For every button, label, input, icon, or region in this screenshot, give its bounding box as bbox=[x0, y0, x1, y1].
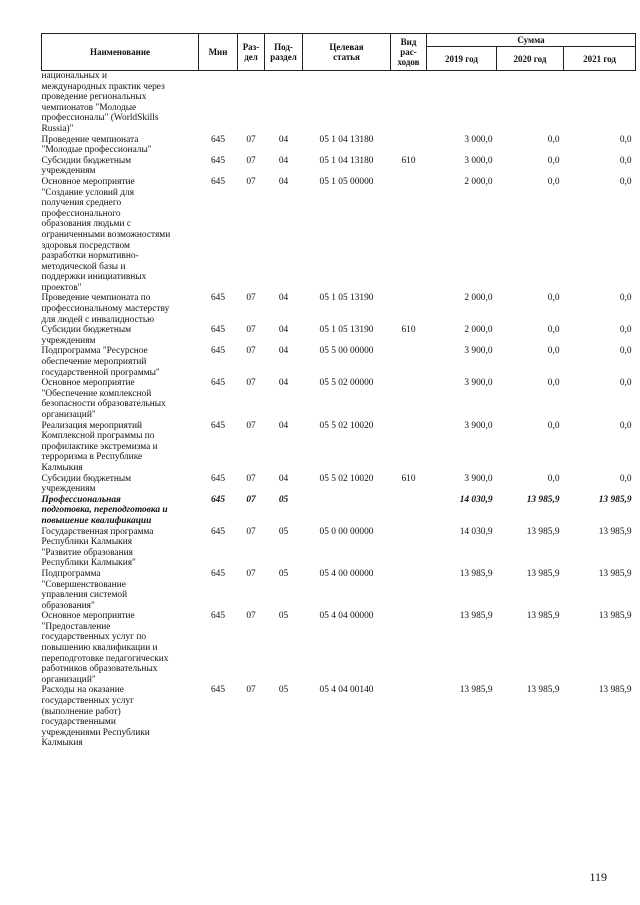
cell-sum-2020: 13 985,9 bbox=[526, 494, 560, 505]
cell-vid: 610 bbox=[401, 155, 416, 166]
cell-celevaya: 05 5 02 00000 bbox=[319, 378, 374, 389]
table-row bbox=[42, 527, 636, 569]
table-row bbox=[42, 346, 636, 378]
cell-min: 645 bbox=[210, 325, 226, 336]
table-row bbox=[42, 378, 636, 420]
cell-vid bbox=[391, 378, 427, 420]
cell-celevaya: 05 1 04 13180 bbox=[319, 134, 374, 145]
cell-name: Расходы на оказание государственных услуг (выполнение работ) государственными учреждениями Республики Калмыкия bbox=[41, 685, 150, 749]
cell-name: Проведение чемпионата по профессиональному мастерству для людей с инвалидностью bbox=[41, 293, 170, 325]
cell-sum-2019: 2 000,0 bbox=[464, 293, 493, 304]
table-row bbox=[42, 685, 636, 749]
table-row bbox=[42, 135, 636, 156]
cell-celevaya bbox=[303, 71, 391, 135]
cell-vid bbox=[391, 685, 427, 749]
header-razdel: Раз- дел bbox=[238, 34, 265, 71]
cell-name: Основное мероприятие "Создание условий для получения среднего профессионального образования людьми с ограниченными возможностями здоровья посредством разработки нормативно- методической базы и поддержки инициативных проектов" bbox=[41, 176, 171, 293]
cell-sum-2020 bbox=[497, 71, 564, 135]
cell-celevaya: 05 0 00 00000 bbox=[319, 526, 374, 537]
cell-razdel: 07 bbox=[246, 568, 256, 579]
table-row bbox=[42, 293, 636, 325]
cell-sum-2021: 13 985,9 bbox=[598, 494, 632, 505]
cell-sum-2019: 3 000,0 bbox=[464, 134, 493, 145]
cell-podrazdel: 05 bbox=[278, 494, 289, 505]
cell-razdel: 07 bbox=[246, 293, 256, 304]
table-row bbox=[42, 474, 636, 495]
header-celevaya: Целевая статья bbox=[303, 34, 391, 71]
cell-sum-2021: 0,0 bbox=[619, 325, 632, 336]
cell-sum-2021: 13 985,9 bbox=[598, 611, 632, 622]
cell-sum-2020: 13 985,9 bbox=[526, 568, 560, 579]
cell-razdel: 07 bbox=[246, 176, 256, 187]
cell-celevaya bbox=[303, 495, 391, 527]
cell-min: 645 bbox=[210, 420, 226, 431]
cell-min: 645 bbox=[210, 378, 226, 389]
cell-sum-2020: 13 985,9 bbox=[526, 526, 560, 537]
cell-name: Подпрограмма "Совершенствование управления системой образования" bbox=[41, 568, 128, 611]
cell-podrazdel: 04 bbox=[278, 176, 289, 187]
cell-name: Проведение чемпионата "Молодые профессионалы" bbox=[41, 134, 152, 156]
cell-sum-2020: 13 985,9 bbox=[526, 685, 560, 696]
cell-sum-2021: 0,0 bbox=[619, 155, 632, 166]
table-header bbox=[42, 34, 636, 71]
cell-min: 645 bbox=[210, 134, 226, 145]
cell-vid bbox=[391, 495, 427, 527]
cell-podrazdel: 04 bbox=[278, 134, 289, 145]
cell-sum-2020: 0,0 bbox=[547, 176, 560, 187]
cell-podrazdel: 04 bbox=[278, 378, 289, 389]
cell-sum-2020: 0,0 bbox=[547, 346, 560, 357]
cell-podrazdel: 04 bbox=[278, 155, 289, 166]
cell-sum-2019: 13 985,9 bbox=[459, 568, 493, 579]
cell-sum-2019: 3 000,0 bbox=[464, 155, 493, 166]
cell-min: 645 bbox=[210, 494, 226, 505]
cell-celevaya: 05 4 04 00000 bbox=[319, 611, 374, 622]
table-row bbox=[42, 611, 636, 685]
table-row bbox=[42, 421, 636, 474]
cell-sum-2020: 0,0 bbox=[547, 155, 560, 166]
table-row bbox=[42, 495, 636, 527]
table-body bbox=[42, 71, 636, 750]
cell-vid bbox=[391, 293, 427, 325]
cell-vid: 610 bbox=[401, 325, 416, 336]
cell-sum-2019: 3 900,0 bbox=[464, 420, 493, 431]
cell-sum-2021 bbox=[564, 71, 636, 135]
cell-min: 645 bbox=[210, 473, 226, 484]
cell-celevaya: 05 5 00 00000 bbox=[319, 346, 374, 357]
table-row bbox=[42, 177, 636, 294]
cell-celevaya: 05 1 05 13190 bbox=[319, 325, 374, 336]
cell-sum-2021: 0,0 bbox=[619, 420, 632, 431]
table-row bbox=[42, 325, 636, 346]
cell-sum-2021: 0,0 bbox=[619, 473, 632, 484]
cell-sum-2019: 13 985,9 bbox=[459, 611, 493, 622]
cell-podrazdel: 04 bbox=[278, 346, 289, 357]
cell-sum-2019: 14 030,9 bbox=[459, 526, 493, 537]
header-summa: Сумма bbox=[427, 34, 636, 47]
cell-podrazdel: 04 bbox=[278, 293, 289, 304]
header-name: Наименование bbox=[42, 34, 199, 71]
cell-name: Основное мероприятие "Предоставление государственных услуг по повышению квалификации и переподготовке педагогических работников образовательных организаций" bbox=[41, 611, 169, 685]
header-2020: 2020 год bbox=[497, 47, 564, 71]
cell-celevaya: 05 5 02 10020 bbox=[319, 473, 374, 484]
cell-razdel: 07 bbox=[246, 494, 256, 505]
cell-razdel: 07 bbox=[246, 346, 256, 357]
cell-sum-2021: 13 985,9 bbox=[598, 685, 632, 696]
cell-sum-2019: 3 900,0 bbox=[464, 378, 493, 389]
cell-celevaya: 05 4 04 00140 bbox=[319, 685, 374, 696]
cell-razdel: 07 bbox=[246, 526, 256, 537]
cell-sum-2021: 0,0 bbox=[619, 176, 632, 187]
cell-razdel: 07 bbox=[246, 325, 256, 336]
cell-vid bbox=[391, 421, 427, 474]
cell-sum-2021: 0,0 bbox=[619, 134, 632, 145]
cell-name: Государственная программа Республики Калмыкия "Развитие образования Республики Калмыкия" bbox=[41, 526, 154, 569]
table-row bbox=[42, 71, 636, 135]
cell-podrazdel: 05 bbox=[278, 611, 289, 622]
cell-sum-2020: 0,0 bbox=[547, 293, 560, 304]
table-row bbox=[42, 569, 636, 611]
cell-sum-2019: 14 030,9 bbox=[459, 494, 493, 505]
header-podrazdel: Под- раздел bbox=[265, 34, 303, 71]
cell-min bbox=[199, 71, 238, 135]
cell-celevaya: 05 1 05 00000 bbox=[319, 176, 374, 187]
cell-name: Субсидии бюджетным учреждениям bbox=[41, 473, 132, 495]
cell-min: 645 bbox=[210, 611, 226, 622]
cell-razdel bbox=[238, 71, 265, 135]
cell-podrazdel: 04 bbox=[278, 325, 289, 336]
cell-sum-2019: 13 985,9 bbox=[459, 685, 493, 696]
cell-podrazdel: 04 bbox=[278, 420, 289, 431]
cell-sum-2020: 0,0 bbox=[547, 378, 560, 389]
cell-razdel: 07 bbox=[246, 611, 256, 622]
cell-name: Профессиональная подготовка, переподготовка и повышение квалификации bbox=[41, 494, 168, 526]
cell-min: 645 bbox=[210, 526, 226, 537]
cell-sum-2020: 0,0 bbox=[547, 134, 560, 145]
cell-name: Субсидии бюджетным учреждениям bbox=[41, 155, 132, 177]
cell-podrazdel: 04 bbox=[278, 473, 289, 484]
cell-sum-2021: 0,0 bbox=[619, 378, 632, 389]
cell-min: 645 bbox=[210, 346, 226, 357]
cell-podrazdel: 05 bbox=[278, 568, 289, 579]
cell-min: 645 bbox=[210, 176, 226, 187]
cell-sum-2021: 0,0 bbox=[619, 346, 632, 357]
cell-sum-2019: 2 000,0 bbox=[464, 176, 493, 187]
cell-razdel: 07 bbox=[246, 420, 256, 431]
cell-name: национальных и международных практик через проведение региональных чемпионатов "Молодые профессионалы" (WorldSkills Russia)" bbox=[41, 71, 165, 134]
cell-vid bbox=[391, 135, 427, 156]
cell-sum-2019: 2 000,0 bbox=[464, 325, 493, 336]
cell-celevaya: 05 5 02 10020 bbox=[319, 420, 374, 431]
page-number: 119 bbox=[589, 870, 607, 884]
cell-razdel: 07 bbox=[246, 378, 256, 389]
cell-sum-2021: 13 985,9 bbox=[598, 568, 632, 579]
cell-vid: 610 bbox=[401, 473, 416, 484]
header-vid: Вид рас- ходов bbox=[391, 34, 427, 71]
cell-sum-2021: 13 985,9 bbox=[598, 526, 632, 537]
budget-table-page bbox=[41, 33, 635, 749]
cell-name: Субсидии бюджетным учреждениям bbox=[41, 325, 132, 346]
cell-name: Подпрограмма "Ресурсное обеспечение мероприятий государственной программы" bbox=[41, 346, 160, 378]
cell-sum-2019: 3 900,0 bbox=[464, 346, 493, 357]
cell-podrazdel: 05 bbox=[278, 685, 289, 696]
cell-min: 645 bbox=[210, 293, 226, 304]
cell-min: 645 bbox=[210, 155, 226, 166]
cell-sum-2019 bbox=[427, 71, 497, 135]
cell-sum-2020: 0,0 bbox=[547, 325, 560, 336]
header-min: Мин bbox=[199, 34, 238, 71]
cell-vid bbox=[391, 527, 427, 569]
cell-min: 645 bbox=[210, 568, 226, 579]
cell-podrazdel: 05 bbox=[278, 526, 289, 537]
cell-razdel: 07 bbox=[246, 685, 256, 696]
cell-min: 645 bbox=[210, 685, 226, 696]
budget-table bbox=[41, 33, 636, 749]
cell-sum-2020: 13 985,9 bbox=[526, 611, 560, 622]
cell-vid bbox=[391, 346, 427, 378]
cell-celevaya: 05 1 05 13190 bbox=[319, 293, 374, 304]
cell-sum-2020: 0,0 bbox=[547, 473, 560, 484]
cell-vid bbox=[391, 611, 427, 685]
cell-razdel: 07 bbox=[246, 155, 256, 166]
cell-name: Реализация мероприятий Комплексной программы по профилактике экстремизма и терроризма в Республике Калмыкия bbox=[41, 420, 158, 473]
cell-sum-2020: 0,0 bbox=[547, 420, 560, 431]
cell-sum-2021: 0,0 bbox=[619, 293, 632, 304]
cell-vid bbox=[391, 177, 427, 294]
cell-name: Основное мероприятие "Обеспечение комплексной безопасности образовательных организаций" bbox=[41, 378, 166, 420]
cell-celevaya: 05 4 00 00000 bbox=[319, 568, 374, 579]
cell-vid bbox=[391, 569, 427, 611]
table-row bbox=[42, 156, 636, 177]
header-2019: 2019 год bbox=[427, 47, 497, 71]
cell-vid bbox=[391, 71, 427, 135]
cell-celevaya: 05 1 04 13180 bbox=[319, 155, 374, 166]
cell-razdel: 07 bbox=[246, 134, 256, 145]
header-2021: 2021 год bbox=[564, 47, 636, 71]
cell-sum-2019: 3 900,0 bbox=[464, 473, 493, 484]
cell-podrazdel bbox=[265, 71, 303, 135]
cell-razdel: 07 bbox=[246, 473, 256, 484]
